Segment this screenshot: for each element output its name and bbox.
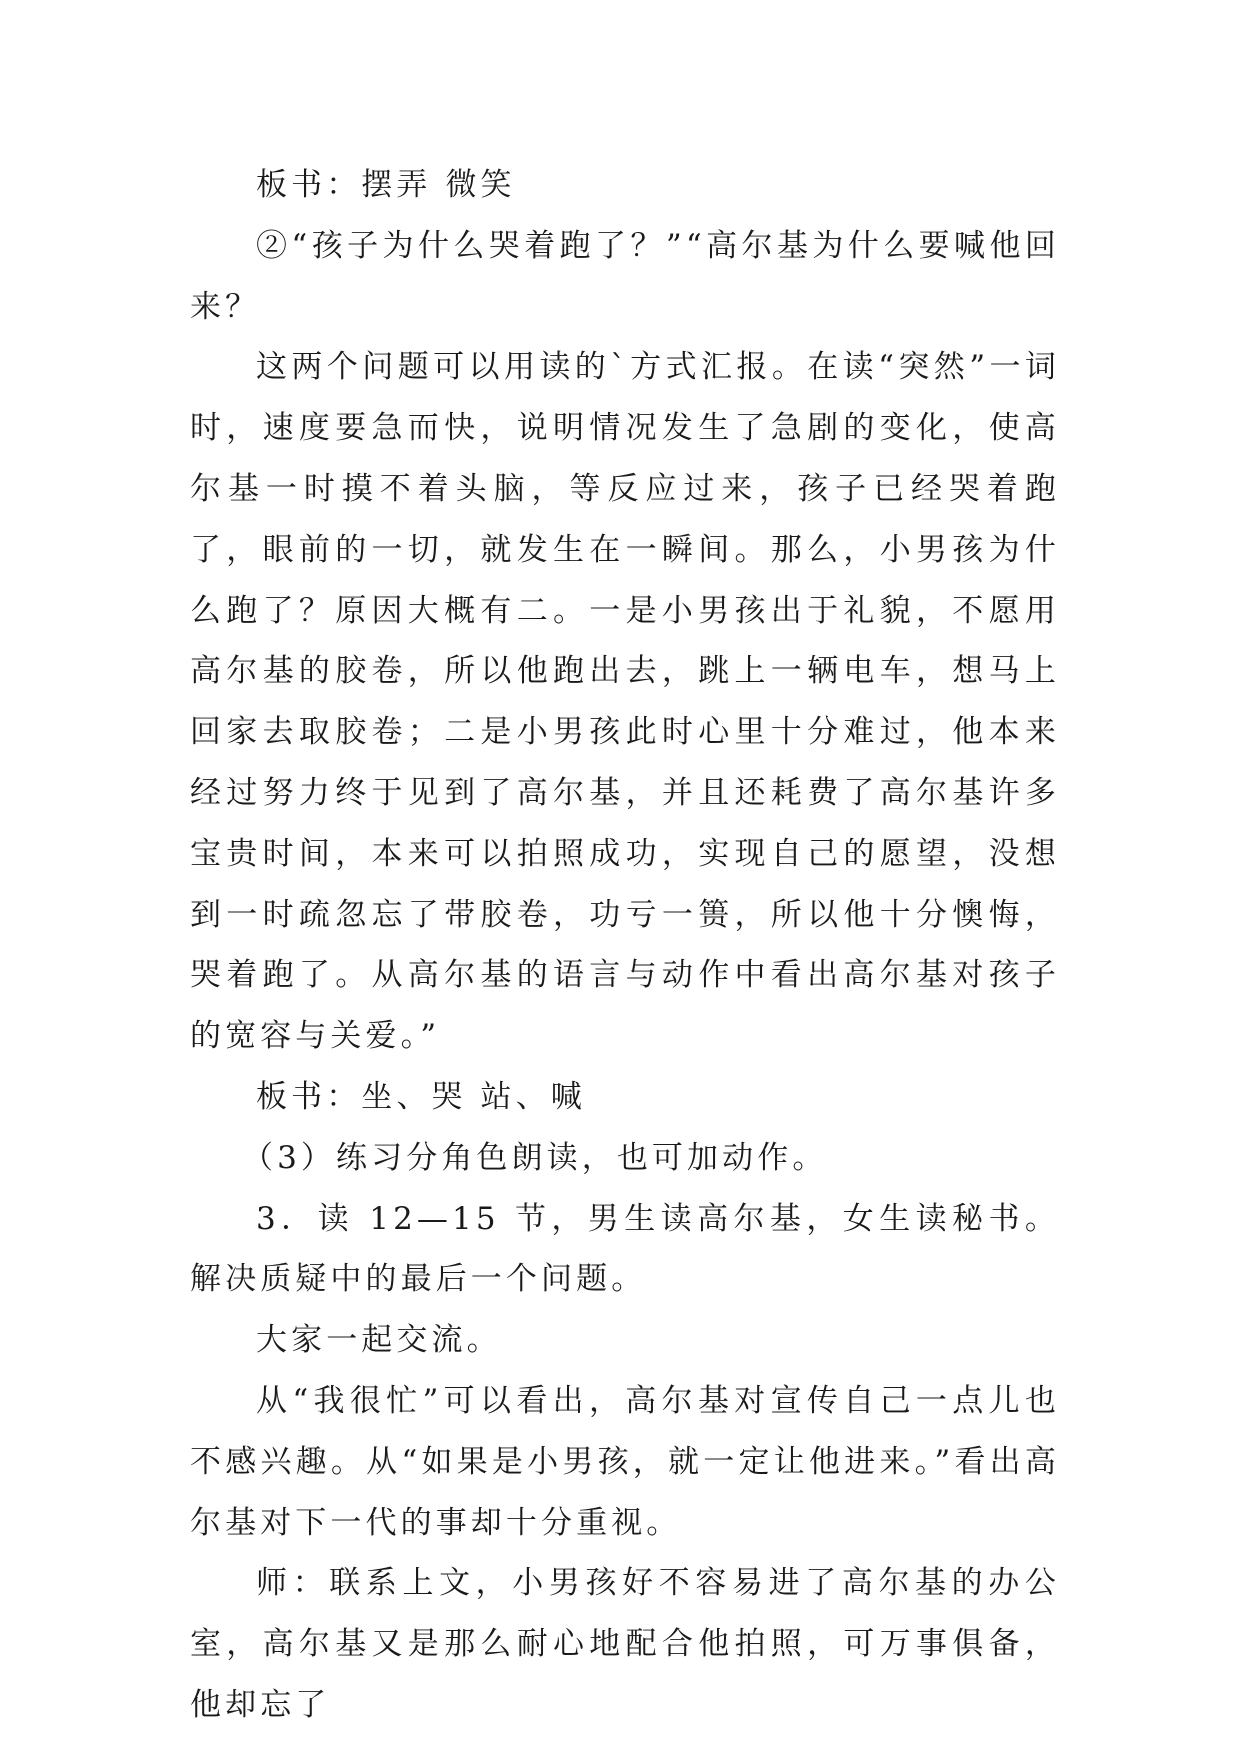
paragraph-step-3: 3．读 12—15 节，男生读高尔基，女生读秘书。解决质疑中的最后一个问题。 (190, 1200, 1060, 1298)
paragraph-questions: ②“孩子为什么哭着跑了？”“高尔基为什么要喊他回来？ (190, 227, 1060, 325)
paragraph-role-reading: （3）练习分角色朗读，也可加动作。 (242, 1139, 828, 1176)
document-body (190, 155, 1060, 1736)
paragraph-analysis: 这两个问题可以用读的`方式汇报。在读“突然”一词时，速度要急而快，说明情况发生了急剧的变化，使高尔基一时摸不着头脑，等反应过来，孩子已经哭着跑了，眼前的一切，就发生在一瞬间。那么，小男孩为什么跑了？原因大概有二。一是小男孩出于礼貌，不愿用高尔基的胶卷，所以他跑出去，跳上一辆电车，想马上回家去取胶卷；二是小男孩此时心里十分难过，他本来经过努力终于见到了高尔基，并且还耗费了高尔基许多宝贵时间，本来可以拍照成功，实现自己的愿望，没想到一时疏忽忘了带胶卷，功亏一篑，所以他十分懊悔，哭着跑了。从高尔基的语言与动作中看出高尔基对孩子的宽容与关爱。” (190, 349, 1060, 1055)
paragraph-board-note-2: 板书：坐、哭 站、喊 (256, 1078, 586, 1115)
paragraph-board-note-1: 板书：摆弄 微笑 (256, 167, 516, 203)
paragraph-discussion: 大家一起交流。 (256, 1322, 502, 1359)
paragraph-teacher-remark: 师：联系上文，小男孩好不容易进了高尔基的办公室，高尔基又是那么耐心地配合他拍照，可万事俱备，他却忘了 (190, 1565, 1060, 1723)
paragraph-busy-analysis: 从“我很忙”可以看出，高尔基对宣传自己一点儿也不感兴趣。从“如果是小男孩，就一定让他进来。”看出高尔基对下一代的事却十分重视。 (190, 1382, 1060, 1541)
